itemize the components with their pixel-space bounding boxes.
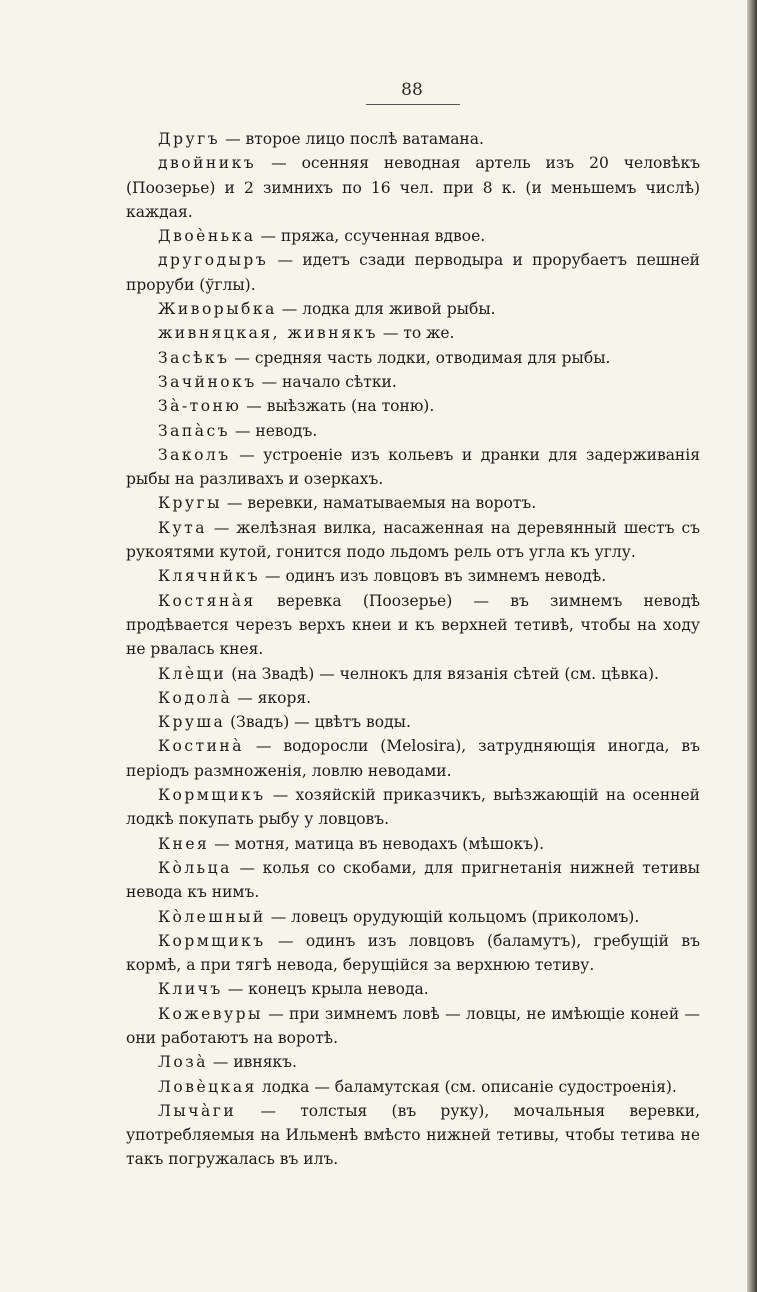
- entry-term: За̀-тоню: [158, 397, 242, 416]
- page-edge-shadow: [747, 0, 757, 1292]
- entry-term: другодыръ: [158, 251, 269, 270]
- entry: [126, 1075, 700, 1099]
- entry: [126, 248, 700, 297]
- entry: [126, 1002, 700, 1051]
- entry-text: — веревки, наматываемыя на воротъ.: [222, 494, 537, 513]
- entry-text: — выѣзжать (на тоню).: [241, 397, 435, 416]
- page-number: 88: [401, 80, 423, 100]
- entry: [126, 127, 700, 151]
- entry: [126, 589, 700, 662]
- entry-term: Кормщикъ: [158, 931, 266, 950]
- entry-text: — якоря.: [232, 688, 312, 707]
- entry: [126, 734, 700, 783]
- entry: [126, 1099, 700, 1172]
- entry-text: — то же.: [377, 324, 455, 343]
- entry-term: Другъ: [158, 130, 221, 148]
- entry-term: Лыча̀ги: [158, 1101, 237, 1120]
- entry-text: (Звадъ) — цвѣтъ воды.: [225, 713, 411, 732]
- entry: [126, 491, 700, 515]
- entry: [126, 662, 700, 686]
- entry-text: (на Звадѣ) — челнокъ для вязанія сѣтей (см. цѣвка).: [226, 664, 659, 683]
- entry: [126, 394, 700, 418]
- entry-text: — колья со скобами, для пригнетанія нижней тетивы невода къ нимъ.: [126, 858, 700, 902]
- entry-term: Засѣкъ: [158, 348, 230, 367]
- entry-term: Лоза̀: [158, 1053, 208, 1072]
- entry-text: — ивнякъ.: [207, 1053, 297, 1072]
- entry-text: — конецъ крыла невода.: [222, 980, 429, 999]
- entry: [126, 370, 700, 394]
- glossary-text: [126, 127, 700, 1172]
- entry-term: Заколъ: [158, 445, 231, 464]
- entry: [126, 856, 700, 905]
- entry-term: Клячнйкъ: [158, 567, 261, 586]
- entry: [126, 151, 700, 224]
- entry-term: Кругы: [158, 494, 222, 513]
- entry: [126, 832, 700, 856]
- entry-term: Кнея: [158, 834, 210, 853]
- header-rule: [366, 104, 460, 105]
- entry: [126, 905, 700, 929]
- entry-text: — ловецъ орудующій кольцомъ (приколомъ).: [265, 907, 640, 926]
- entry-text: — пряжа, ссученная вдвое.: [255, 227, 486, 246]
- entry: [126, 346, 700, 370]
- entry-text: — осенняя неводная артель изъ 20 человѣкъ (Поозерье) и 2 зимнихъ по 16 чел. при 8 к. (и меньшемъ числѣ) каждая.: [126, 154, 700, 221]
- entry-text: веревка (Поозерье) — въ зимнемъ неводѣ продѣвается черезъ верхъ кнеи и къ верхней тетивѣ, чтобы на ходу не рвалась кнея.: [126, 591, 700, 659]
- entry: [126, 929, 700, 978]
- entry-term: Запа̀съ: [158, 421, 231, 440]
- entry-text: — второе лицо послѣ ватамана.: [220, 130, 484, 148]
- entry: [126, 516, 700, 565]
- entry-term: живняцкая, живнякъ: [158, 324, 378, 343]
- entry-term: двойникъ: [158, 154, 257, 173]
- entry: [126, 224, 700, 248]
- entry: [126, 419, 700, 443]
- entry-text: — хозяйскій приказчикъ, выѣзжающій на осенней лодкѣ покупать рыбу у ловцовъ.: [126, 786, 700, 829]
- entry-term: Зачйнокъ: [158, 372, 257, 391]
- entry: [126, 321, 700, 345]
- entry-text: — водоросли (Melosira), затрудняющія иногда, въ періодъ размноженія, ловлю неводами.: [126, 737, 700, 780]
- entry: [126, 710, 700, 734]
- entry: [126, 564, 700, 588]
- entry-term: Кормщикъ: [158, 786, 266, 805]
- entry-text: — одинъ изъ ловцовъ въ зимнемъ неводѣ.: [260, 567, 607, 586]
- entry-text: — желѣзная вилка, насаженная на деревянный шестъ съ рукоятями кутой, гонится подо льдомъ рель отъ угла къ углу.: [126, 518, 700, 562]
- entry-term: Живорыбка: [158, 300, 277, 319]
- entry: [126, 686, 700, 710]
- entry-term: Круша: [158, 713, 226, 732]
- entry-term: Ко̀льца: [158, 858, 232, 877]
- entry: [126, 443, 700, 492]
- entry-text: — устроеніе изъ кольевъ и дранки для задерживанія рыбы на разливахъ и озеркахъ.: [126, 445, 700, 489]
- entry-text: — средняя часть лодки, отводимая для рыбы.: [229, 348, 611, 367]
- entry-text: — толстыя (въ руку), мочальныя веревки, употребляемыя на Ильменѣ вмѣсто нижней тетивы, чтобы тетива не такъ погружалась въ илъ.: [126, 1101, 700, 1169]
- entry: [126, 783, 700, 832]
- entry: [126, 1050, 700, 1074]
- entry-text: лодка — баламутская (см. описаніе судостроенія).: [256, 1077, 677, 1096]
- entry: [126, 977, 700, 1001]
- entry-term: Костина̀: [158, 737, 244, 756]
- entry: [126, 297, 700, 321]
- entry-text: — мотня, матица въ неводахъ (мѣшокъ).: [209, 834, 545, 853]
- entry-text: — лодка для живой рыбы.: [276, 300, 496, 319]
- entry-text: — одинъ изъ ловцовъ (баламутъ), гребущій въ кормѣ, а при тягѣ невода, берущійся за верхнюю тетиву.: [126, 931, 700, 975]
- entry-term: Клѐщи: [158, 664, 227, 683]
- entry-text: — начало сѣтки.: [256, 372, 397, 391]
- entry-term: Двоѐнька: [158, 227, 256, 246]
- entry-term: Кожевуры: [158, 1004, 263, 1023]
- entry-term: Кличъ: [158, 980, 223, 999]
- entry-term: Ловѐцкая: [158, 1077, 257, 1096]
- entry-term: Костяна̀я: [158, 591, 256, 610]
- entry-term: Ко̀лешный: [158, 907, 266, 926]
- entry-term: Кодола̀: [158, 688, 233, 707]
- entry-term: Кута: [158, 518, 207, 537]
- entry-text: — идетъ сзади перводыра и прорубаетъ пешней проруби (ўглы).: [126, 251, 700, 294]
- entry-text: — неводъ.: [230, 421, 318, 440]
- entry-text: — при зимнемъ ловѣ — ловцы, не имѣющіе коней — они работаютъ на воротѣ.: [126, 1004, 700, 1047]
